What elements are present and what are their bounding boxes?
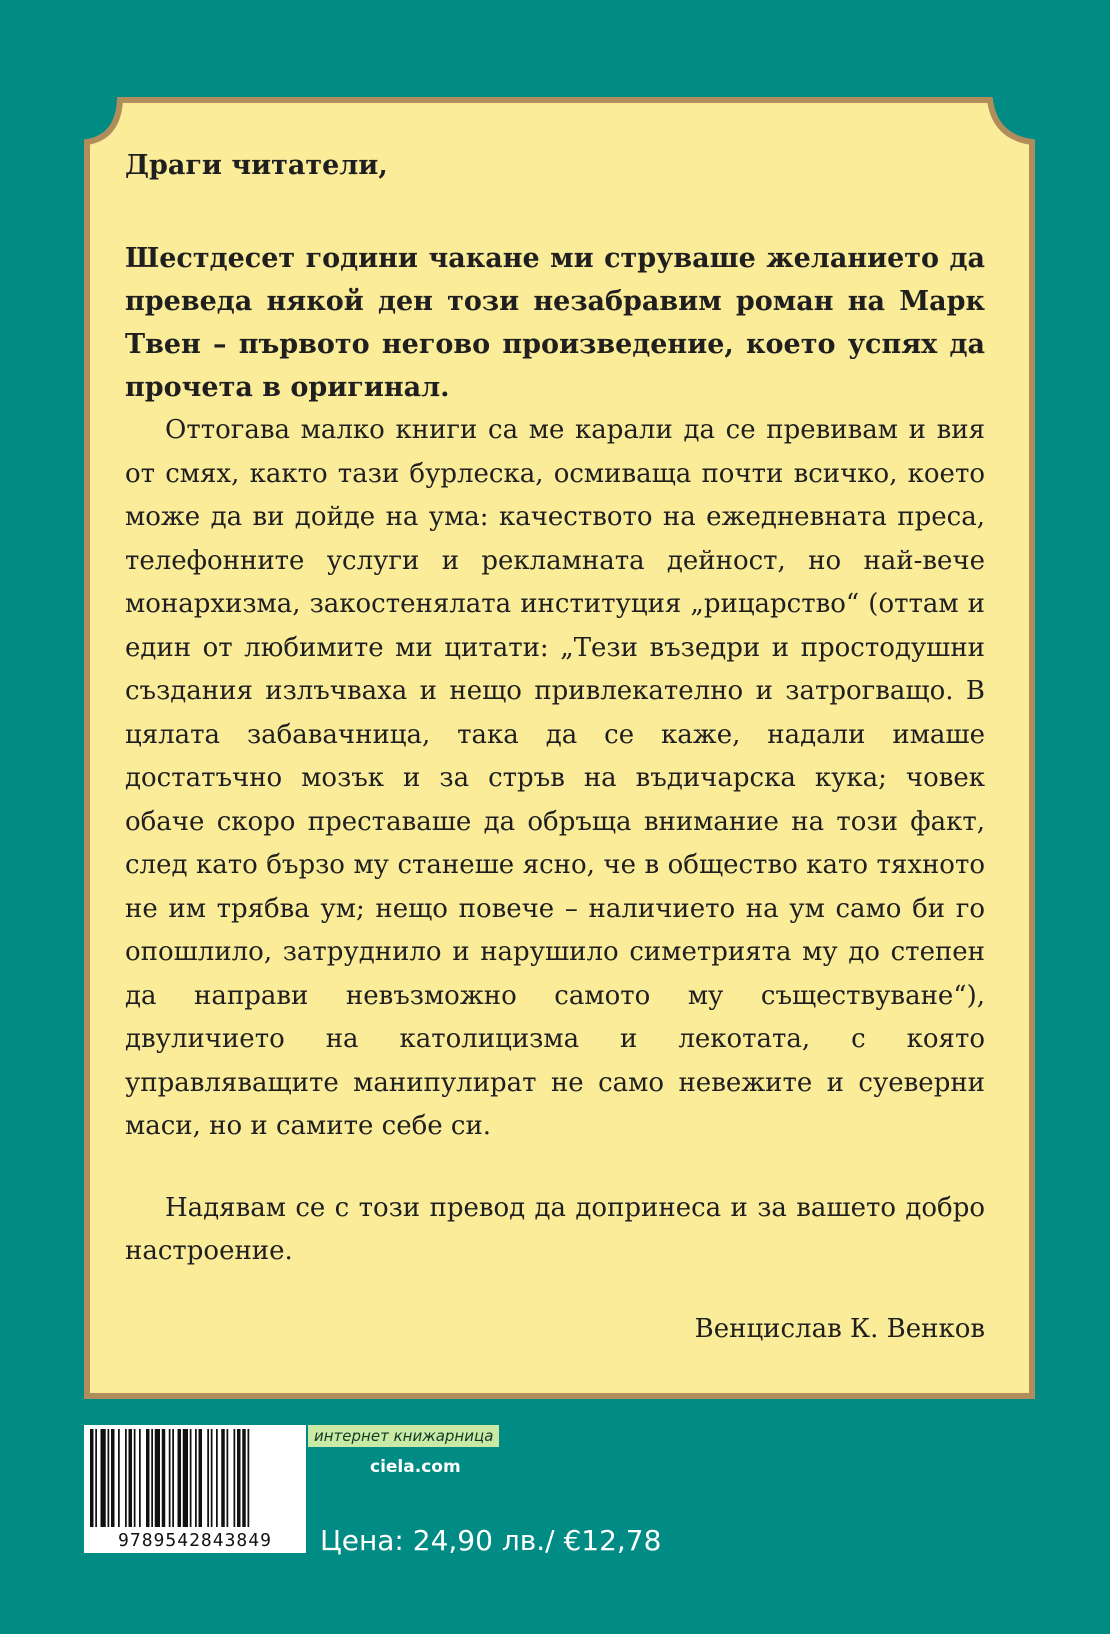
barcode-bar xyxy=(242,1429,246,1527)
barcode-bar xyxy=(146,1429,150,1527)
barcode-bar xyxy=(125,1429,127,1527)
body-paragraph: Оттогава малко книги са ме карали да се превивам и вия от смях, както тази бурлеска, осмиваща почти всичко, което може да ви дойде на ума: качеството на ежедневната преса, телефонните услуги и рекламната дейност, но най-вече монархизма, закостенялата институция „рицарство“ (оттам и един от любимите ми цитати: „Тези възедри и простодушни създания излъчваха и нещо привлекателно и затрогващо. В цялата забавачница, така да се каже, надали имаше достатъчно мозък и за стръв на въдичарска кука; човек обаче скоро преставаше да обръща внимание на този факт, след като бързо му станеше ясно, че в общество като тяхното не им трябва ум; нещо повече – наличието на ум само би го опошлило, затруднило и нарушило симетрията му до степен да направи невъзможно самото му съществуване“), двуличието на католицизма и лекотата, с която управляващите манипулират не само невежите и суеверни маси, но и самите себе си. xyxy=(125,415,985,1141)
barcode-bar xyxy=(162,1429,166,1527)
barcode-bar xyxy=(101,1429,106,1527)
shop-label: интернет книжарница xyxy=(308,1425,499,1447)
barcode-bar xyxy=(151,1429,153,1527)
barcode-bar xyxy=(199,1429,203,1527)
signature: Венцислав К. Венков xyxy=(694,1313,985,1344)
price-label: Цена: 24,90 лв./ €12,78 xyxy=(320,1524,662,1557)
intro-paragraph: Шестдесет години чакане ми струваше желанието да преведа някой ден този незабравим роман на Марк Твен – първото негово произведение, което успях да прочета в оригинал. xyxy=(125,243,985,403)
barcode xyxy=(84,1425,306,1553)
barcode-bar xyxy=(211,1429,213,1527)
closing-paragraph: Надявам се с този превод да допринеса и за вашето добро настроение. xyxy=(125,1192,985,1266)
barcode-bar xyxy=(178,1429,182,1527)
barcode-bar xyxy=(234,1429,236,1527)
barcode-bar xyxy=(248,1429,250,1527)
barcode-bar xyxy=(95,1429,97,1527)
barcode-bar xyxy=(118,1429,120,1527)
isbn-number: 9789542843849 xyxy=(84,1530,306,1551)
barcode-bar xyxy=(207,1429,209,1527)
barcode-bar xyxy=(227,1429,229,1527)
letter-text xyxy=(125,150,985,1344)
barcode-bar xyxy=(221,1429,225,1527)
barcode-bar xyxy=(155,1429,160,1527)
barcode-bar xyxy=(134,1429,136,1527)
barcode-bar xyxy=(129,1429,133,1527)
barcode-bar xyxy=(90,1429,94,1527)
barcode-bar xyxy=(169,1429,171,1527)
barcode-bar xyxy=(237,1429,241,1527)
barcode-bars xyxy=(90,1429,300,1527)
barcode-bar xyxy=(111,1429,115,1527)
barcode-bar xyxy=(195,1429,197,1527)
barcode-bar xyxy=(190,1429,192,1527)
barcode-bar xyxy=(216,1429,218,1527)
barcode-bar xyxy=(183,1429,188,1527)
barcode-bar xyxy=(172,1429,174,1527)
shop-website: ciela.com xyxy=(370,1457,461,1477)
barcode-bar xyxy=(139,1429,141,1527)
barcode-bar xyxy=(108,1429,110,1527)
salutation: Драги читатели, xyxy=(125,150,388,181)
